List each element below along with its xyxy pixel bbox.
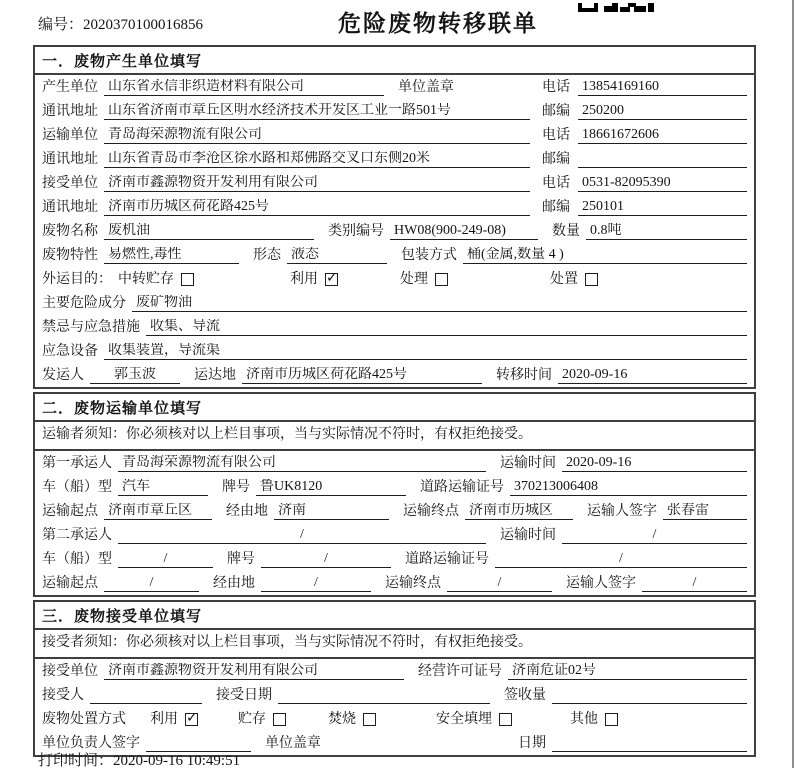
page-title: 危险废物转移联单 xyxy=(338,10,538,36)
waste-code-value: HW08(900-249-08) xyxy=(390,223,538,240)
waste-traits-value: 易燃性,毒性 xyxy=(104,247,239,264)
vehicle2-permit-label: 道路运输证号 xyxy=(405,551,489,567)
route1-sign-label: 运输人签字 xyxy=(587,503,657,519)
transport-time1-label: 运输时间 xyxy=(500,455,556,471)
print-time-value: 2020-09-16 10:49:51 xyxy=(113,753,241,769)
vehicle2-type-value: / xyxy=(118,551,213,568)
producer-zip-value: 250200 xyxy=(578,103,747,120)
waste-pack-label: 包装方式 xyxy=(401,247,457,263)
disposal-use-checkbox xyxy=(185,713,198,726)
row-waste-traits xyxy=(35,243,754,267)
receiver-address-value: 济南市历城区荷花路425号 xyxy=(104,199,530,216)
row-receiver-address xyxy=(35,195,754,219)
section2-title: 二．废物运输单位填写 xyxy=(35,394,754,422)
section-receiver xyxy=(33,600,756,757)
shipper-value: 郭玉波 xyxy=(90,367,180,384)
route2-sign-label: 运输人签字 xyxy=(566,575,636,591)
producer-phone-value: 13854169160 xyxy=(578,79,747,96)
receiver-zip-value: 250101 xyxy=(578,199,747,216)
receiver-notice-text: 接受者须知：你必须核对以上栏目事项，当与实际情况不符时，有权拒绝接受。 xyxy=(42,634,532,650)
purpose-treat-checkbox xyxy=(435,273,448,286)
vehicle1-plate-label: 牌号 xyxy=(222,479,250,495)
transporter-notice-text: 运输者须知：你必须核对以上栏目事项，当与实际情况不符时，有权拒绝接受。 xyxy=(42,426,532,442)
vehicle1-permit-value: 370213006408 xyxy=(510,479,747,496)
route2-start-label: 运输起点 xyxy=(42,575,98,591)
row-emergency-equipment xyxy=(35,339,754,363)
route2-start-value: / xyxy=(104,575,199,592)
signed-amount-label: 签收量 xyxy=(504,687,546,703)
producer-zip-label: 邮编 xyxy=(542,103,570,119)
section1-title: 一．废物产生单位填写 xyxy=(35,47,754,75)
waste-pack-value: 桶(金属,数量 4 ) xyxy=(463,247,747,264)
waste-form-value: 液态 xyxy=(287,247,387,264)
transfer-time-label: 转移时间 xyxy=(496,367,552,383)
route2-sign-value: / xyxy=(642,575,747,592)
receiver-address-label: 通讯地址 xyxy=(42,199,98,215)
emergency-equipment-value: 收集装置，导流渠 xyxy=(104,343,747,360)
unit-stamp-label: 单位盖章 xyxy=(265,735,321,751)
row-first-carrier xyxy=(35,451,754,475)
transporter-address-value: 山东省青岛市李沧区徐水路和郑佛路交叉口东侧20米 xyxy=(104,151,530,168)
purpose-use-checkbox xyxy=(325,273,338,286)
route2-end-label: 运输终点 xyxy=(385,575,441,591)
scan-page-edge xyxy=(792,0,794,768)
vehicle1-type-label: 车（船）型 xyxy=(42,479,112,495)
section3-title: 三．废物接受单位填写 xyxy=(35,602,754,630)
vehicle2-type-label: 车（船）型 xyxy=(42,551,112,567)
route2-via-value: / xyxy=(261,575,371,592)
disposal-use-label: 利用 xyxy=(150,711,178,727)
license-value: 济南危证02号 xyxy=(508,663,747,680)
second-carrier-value: / xyxy=(118,527,486,544)
producer-address-value: 山东省济南市章丘区明水经济技术开发区工业一路501号 xyxy=(104,103,530,120)
route1-start-label: 运输起点 xyxy=(42,503,98,519)
route1-via-label: 经由地 xyxy=(226,503,268,519)
row-waste-name xyxy=(35,219,754,243)
transport-time2-value: / xyxy=(562,527,747,544)
row-disposal-method xyxy=(35,707,754,731)
emergency-measures-label: 禁忌与应急措施 xyxy=(42,319,140,335)
signoff-date-label: 日期 xyxy=(518,735,546,751)
waste-code-label: 类别编号 xyxy=(328,223,384,239)
transfer-time-value: 2020-09-16 xyxy=(558,367,747,384)
row-acceptor xyxy=(35,683,754,707)
receiver-notice xyxy=(35,630,754,659)
shipper-label: 发运人 xyxy=(42,367,84,383)
producer-address-label: 通讯地址 xyxy=(42,103,98,119)
transporter-address-label: 通讯地址 xyxy=(42,151,98,167)
receiver-unit-label: 接受单位 xyxy=(42,175,98,191)
acceptor-value xyxy=(90,687,202,704)
transport-time1-value: 2020-09-16 xyxy=(562,455,747,472)
transporter-notice xyxy=(35,422,754,451)
first-carrier-label: 第一承运人 xyxy=(42,455,112,471)
print-time-label: 打印时间： xyxy=(38,753,114,769)
row-second-carrier xyxy=(35,523,754,547)
row-receiver-unit xyxy=(35,171,754,195)
waste-qty-label: 数量 xyxy=(552,223,580,239)
route1-sign-value: 张春雷 xyxy=(663,503,747,520)
vehicle2-plate-value: / xyxy=(261,551,391,568)
receiver-phone-value: 0531-82095390 xyxy=(578,175,747,192)
row-transporter-unit xyxy=(35,123,754,147)
section-producer xyxy=(33,45,756,389)
receiver-zip-label: 邮编 xyxy=(542,199,570,215)
receiver-unit-value: 济南市鑫源物资开发利用有限公司 xyxy=(104,175,530,192)
producer-phone-label: 电话 xyxy=(542,79,570,95)
row-producer-address xyxy=(35,99,754,123)
first-carrier-value: 青岛海荣源物流有限公司 xyxy=(118,455,486,472)
waste-name-label: 废物名称 xyxy=(42,223,98,239)
route1-end-value: 济南市历城区 xyxy=(465,503,573,520)
disposal-landfill-label: 安全填埋 xyxy=(436,711,492,727)
producer-stamp-label: 单位盖章 xyxy=(398,79,454,95)
row-main-hazard xyxy=(35,291,754,315)
purpose-option-use-label: 利用 xyxy=(290,271,318,287)
row-vehicle2 xyxy=(35,547,754,571)
producer-unit-value: 山东省永信非织造材料有限公司 xyxy=(104,79,384,96)
destination-value: 济南市历城区荷花路425号 xyxy=(242,367,482,384)
route2-via-label: 经由地 xyxy=(213,575,255,591)
doc-number-value: 2020370100016856 xyxy=(83,17,204,33)
doc-number-label: 编号： xyxy=(38,17,84,33)
row-transporter-address xyxy=(35,147,754,171)
waste-form-label: 形态 xyxy=(253,247,281,263)
destination-label: 运达地 xyxy=(194,367,236,383)
signoff-date-value xyxy=(552,735,747,752)
responsible-sign-label: 单位负责人签字 xyxy=(42,735,140,751)
purpose-label: 外运目的： xyxy=(42,271,112,287)
receive-unit-label: 接受单位 xyxy=(42,663,98,679)
receive-unit-value: 济南市鑫源物资开发利用有限公司 xyxy=(104,663,404,680)
acceptor-label: 接受人 xyxy=(42,687,84,703)
manifest-form xyxy=(33,45,756,757)
signed-amount-value xyxy=(552,687,747,704)
transporter-phone-value: 18661672606 xyxy=(578,127,747,144)
purpose-option-treat-label: 处理 xyxy=(400,271,428,287)
purpose-option-storage-label: 中转贮存 xyxy=(118,271,174,287)
purpose-option-dispose-label: 处置 xyxy=(550,271,578,287)
waste-qty-value: 0.8吨 xyxy=(586,223,747,240)
vehicle1-type-value: 汽车 xyxy=(118,479,208,496)
transporter-zip-label: 邮编 xyxy=(542,151,570,167)
transporter-unit-value: 青岛海荣源物流有限公司 xyxy=(104,127,530,144)
vehicle1-plate-value: 鲁UK8120 xyxy=(256,479,406,496)
second-carrier-label: 第二承运人 xyxy=(42,527,112,543)
disposal-other-checkbox xyxy=(605,713,618,726)
qr-code-fragment-icon xyxy=(578,0,654,18)
vehicle2-permit-value: / xyxy=(495,551,747,568)
route2-end-value: / xyxy=(447,575,552,592)
disposal-other-label: 其他 xyxy=(570,711,598,727)
row-emergency-measures xyxy=(35,315,754,339)
transporter-unit-label: 运输单位 xyxy=(42,127,98,143)
route1-end-label: 运输终点 xyxy=(403,503,459,519)
main-hazard-value: 废矿物油 xyxy=(132,295,747,312)
row-receive-unit xyxy=(35,659,754,683)
disposal-label: 废物处置方式 xyxy=(42,711,126,727)
print-time xyxy=(38,749,240,770)
purpose-dispose-checkbox xyxy=(585,273,598,286)
disposal-burn-label: 焚烧 xyxy=(328,711,356,727)
route1-via-value: 济南 xyxy=(274,503,389,520)
waste-name-value: 废机油 xyxy=(104,223,314,240)
receiver-phone-label: 电话 xyxy=(542,175,570,191)
purpose-storage-checkbox xyxy=(181,273,194,286)
vehicle2-plate-label: 牌号 xyxy=(227,551,255,567)
license-label: 经营许可证号 xyxy=(418,663,502,679)
row-shipper xyxy=(35,363,754,387)
disposal-landfill-checkbox xyxy=(499,713,512,726)
accept-date-value xyxy=(278,687,490,704)
disposal-store-label: 贮存 xyxy=(238,711,266,727)
row-vehicle1 xyxy=(35,475,754,499)
emergency-equipment-label: 应急设备 xyxy=(42,343,98,359)
transporter-zip-value xyxy=(578,151,747,168)
transport-time2-label: 运输时间 xyxy=(500,527,556,543)
waste-traits-label: 废物特性 xyxy=(42,247,98,263)
accept-date-label: 接受日期 xyxy=(216,687,272,703)
transporter-phone-label: 电话 xyxy=(542,127,570,143)
row-transfer-purpose xyxy=(35,267,754,291)
disposal-burn-checkbox xyxy=(363,713,376,726)
main-hazard-label: 主要危险成分 xyxy=(42,295,126,311)
emergency-measures-value: 收集、导流 xyxy=(146,319,747,336)
route1-start-value: 济南市章丘区 xyxy=(104,503,212,520)
section-transporter xyxy=(33,392,756,597)
vehicle1-permit-label: 道路运输证号 xyxy=(420,479,504,495)
row-route1 xyxy=(35,499,754,523)
row-producer-unit xyxy=(35,75,754,99)
row-route2 xyxy=(35,571,754,595)
producer-unit-label: 产生单位 xyxy=(42,79,98,95)
disposal-store-checkbox xyxy=(273,713,286,726)
